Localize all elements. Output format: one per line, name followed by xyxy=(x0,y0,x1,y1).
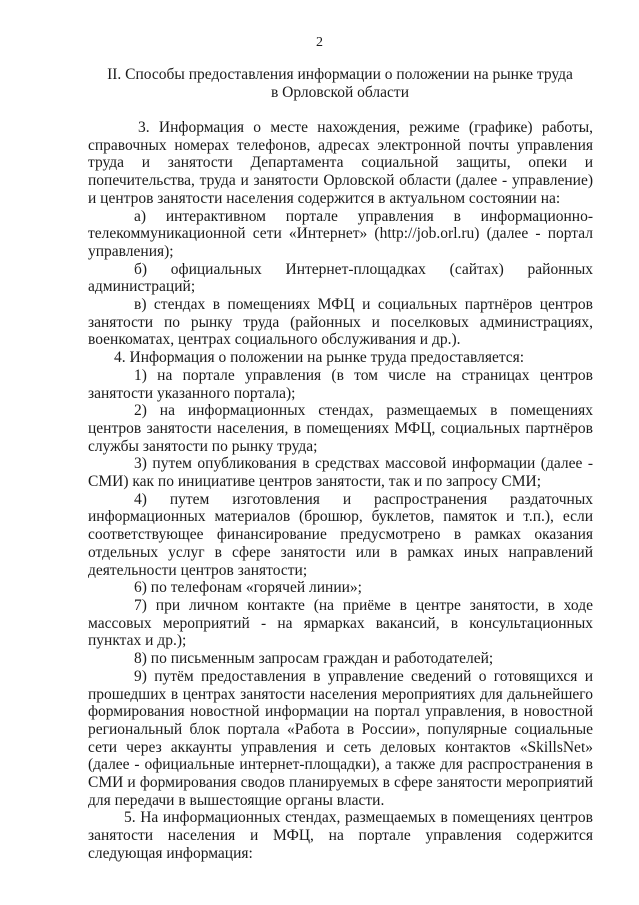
paragraph-point-2: 2) на информационных стендах, размещаемых в помещениях центров занятости населения, в помещениях МФЦ, социальных партнёров службы занятости по рынку труда; xyxy=(88,402,593,455)
paragraph-item-3: 3. Информация о месте нахождения, режиме (графике) работы, справочных номерах телефонов, адресах электронной почты управления труда и занятости Департамента социальной защиты, опеки и попечительства, труда и занятости Орловской области (далее - управление) и центров занятости населения содержится в актуальном состоянии на: xyxy=(88,119,593,207)
paragraph-point-6: 6) по телефонам «горячей линии»; xyxy=(134,579,362,597)
paragraph-point-8: 8) по письменным запросам граждан и работодателей; xyxy=(134,650,494,668)
paragraph-point-1: 1) на портале управления (в том числе на страницах центров занятости указанного портала); xyxy=(88,366,593,402)
paragraph-item-4: 4. Информация о положении на рынке труда предоставляется: xyxy=(114,349,525,367)
paragraph-point-9: 9) путём предоставления в управление сведений о готовящихся и прошедших в центрах занятости населения мероприятиях для дальнейшего формирования новостной информации на портал управления, в новостной региональный блок портала «Работа в России», популярные социальные сети через аккаунты управления и сеть деловых контактов «SkillsNet» (далее - официальные интернет-площадки), а также для распространения в СМИ и формирования сводов планируемых в сфере занятости мероприятий для передачи в вышестоящие органы власти. xyxy=(88,667,593,809)
paragraph-point-3: 3) путем опубликования в средствах массовой информации (далее - СМИ) как по инициативе центров занятости, так и по запросу СМИ; xyxy=(88,455,593,491)
page-number: 2 xyxy=(316,35,323,50)
paragraph-item-5: 5. На информационных стендах, размещаемых в помещениях центров занятости населения и МФЦ, на портале управления содержится следующая информация: xyxy=(88,809,593,862)
section-heading-line-2: в Орловской области xyxy=(270,84,409,101)
section-heading xyxy=(90,66,590,102)
paragraph-subitem-v: в) стендах в помещениях МФЦ и социальных партнёров центров занятости по рынку труда (районных и поселковых администрациях, военкоматах, центрах социального обслуживания и др.). xyxy=(88,296,593,349)
paragraph-subitem-a: а) интерактивном портале управления в информационно-телекоммуникационной сети «Интернет» (http://job.orl.ru) (далее - портал управления); xyxy=(88,207,593,260)
section-heading-line-1: II. Способы предоставления информации о положении на рынке труда xyxy=(107,66,573,83)
paragraph-point-7: 7) при личном контакте (на приёме в центре занятости, в ходе массовых мероприятий - на ярмарках вакансий, в консультационных пунктах и др.); xyxy=(88,596,593,650)
paragraph-point-4: 4) путем изготовления и распространения раздаточных информационных материалов (брошюр, буклетов, памяток и т.п.), если соответствующее финансирование предусмотрено в рамках оказания отдельных услуг в сфере занятости или в рамках иных направлений деятельности центров занятости; xyxy=(88,490,593,579)
document-body xyxy=(88,119,593,863)
paragraph-subitem-b: б) официальных Интернет-площадках (сайтах) районных администраций; xyxy=(88,260,593,296)
